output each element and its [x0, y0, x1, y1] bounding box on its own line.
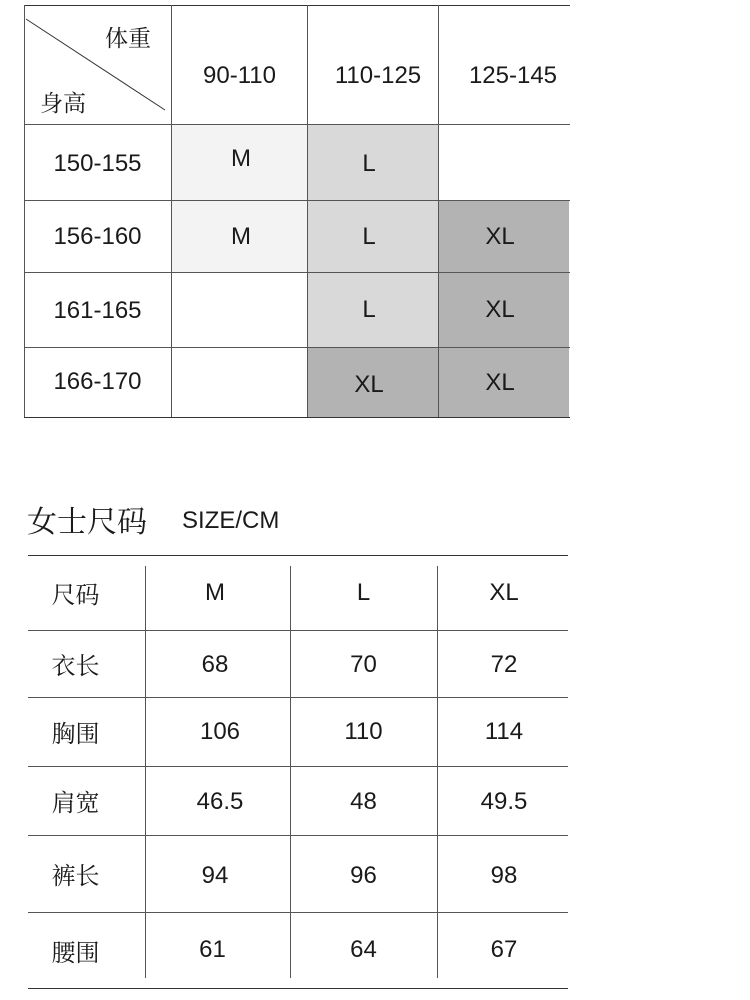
- size-cell: XL: [485, 369, 515, 396]
- weight-header: 110-125: [334, 62, 422, 89]
- size-cell: M: [231, 223, 251, 250]
- measure-value: 96: [350, 862, 377, 889]
- measure-value: 49.5: [480, 788, 528, 815]
- measure-value: 110: [344, 717, 383, 745]
- height-axis-label: 身高: [40, 91, 86, 117]
- height-range-label: 161-165: [53, 297, 142, 324]
- size-cell: L: [362, 295, 376, 323]
- measure-value: 114: [484, 717, 524, 745]
- measure-value: 94: [201, 862, 229, 889]
- size-cell: XL: [354, 371, 384, 398]
- measure-name: 腰围: [51, 938, 100, 967]
- size-cell: [172, 347, 310, 417]
- section-title: 女士尺码: [27, 505, 147, 540]
- measure-value: 72: [490, 651, 518, 678]
- measure-value: 70: [350, 651, 377, 678]
- size-cell: XL: [485, 223, 515, 250]
- weight-axis-label: 体重: [105, 26, 151, 52]
- header-cell: 尺码: [51, 581, 100, 609]
- header-cell: XL: [489, 578, 519, 606]
- measure-name: 衣长: [51, 652, 100, 680]
- unit-label: SIZE/CM: [182, 507, 280, 534]
- size-cell: L: [362, 223, 376, 250]
- measure-value: 98: [490, 862, 518, 889]
- measure-value: 67: [490, 936, 518, 963]
- height-range-label: 156-160: [53, 223, 142, 250]
- size-cell: L: [362, 150, 376, 177]
- measure-value: 68: [201, 651, 229, 678]
- height-range-label: 166-170: [53, 368, 142, 395]
- header-cell: L: [356, 578, 371, 606]
- measure-value: 106: [199, 717, 241, 745]
- header-cell: M: [205, 578, 225, 606]
- measure-value: 64: [350, 936, 377, 963]
- measure-name: 肩宽: [51, 789, 100, 817]
- measure-value: 48: [350, 788, 377, 815]
- size-cell: [438, 124, 569, 200]
- measure-name: 裤长: [51, 862, 100, 890]
- weight-header: 125-145: [468, 62, 558, 89]
- size-cell: [172, 272, 310, 347]
- table-rule: [28, 988, 568, 989]
- height-range-label: 150-155: [53, 150, 142, 177]
- weight-header: 90-110: [203, 62, 276, 89]
- measure-value: 46.5: [196, 788, 244, 815]
- size-cell: M: [231, 145, 251, 172]
- measure-name: 胸围: [51, 720, 100, 748]
- measure-value: 61: [199, 936, 226, 963]
- size-cell: XL: [485, 295, 515, 323]
